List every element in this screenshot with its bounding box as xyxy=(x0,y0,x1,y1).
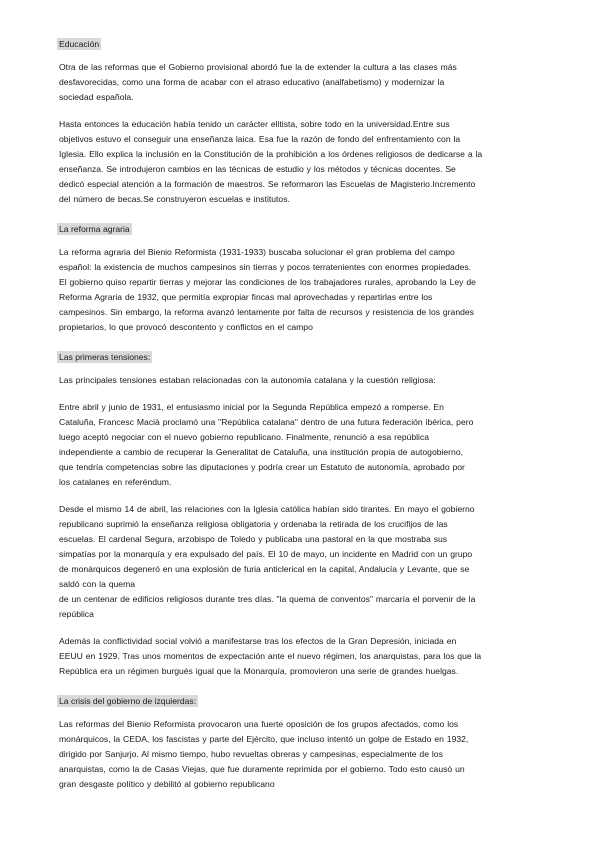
section-crisis-gobierno xyxy=(59,691,548,792)
section-heading: Las primeras tensiones: xyxy=(59,352,151,362)
paragraph: Desde el mismo 14 de abril, las relaciones con la Iglesia católica habían sido tirantes. En mayo el gobierno republicano suprimió la enseñanza religiosa obligatoria y ordenaba la retirada de los crucifijos de las escuelas. El cardenal Segura, arzobispo de Toledo y publicaba una pastoral en la que mostraba sus simpatías por la monarquía y era expulsado del país. El 10 de mayo, un incidente en Madrid con un grupo de monárquicos degeneró en una explosión de furia anticlerical en la capital, Andalucía y Levante, que se saldó con la quema de un centenar de edificios religiosos durante tres días. "la quema de conventos" marcaría el porvenir de la república xyxy=(59,504,476,619)
paragraph: Las principales tensiones estaban relacionadas con la autonomía catalana y la cuestión religiosa: xyxy=(59,375,436,385)
section-primeras-tensiones xyxy=(59,347,548,679)
paragraph: Entre abril y junio de 1931, el entusiasmo inicial por la Segunda República empezó a romperse. En Cataluña, Francesc Macià proclamó una "República catalana" dentro de una futura federación ibérica, pero luego aceptó negociar con el nuevo gobierno republicano. Finalmente, renunció a esa república independiente a cambio de recuperar la Generalitat de Cataluña, una institución propia de autogobierno, que tendría competencias sobre las diputaciones y podría crear un Estatuto de autonomía, aprobado por los catalanes en referéndum. xyxy=(59,402,474,487)
paragraph: La reforma agraria del Bienio Reformista (1931-1933) buscaba solucionar el gran problema del campo español: la existencia de muchos campesinos sin tierras y pocos terratenientes con enormes propiedades. El gobierno quiso repartir tierras y mejorar las condiciones de los trabajadores rurales, aprobando la Ley de Reforma Agraria de 1932, que permitía expropiar fincas mal aprovechadas y repartirlas entre los campesinos. Sin embargo, la reforma avanzó lentamente por falta de recursos y resistencia de los grandes propietarios, lo que provocó descontento y conflictos en el campo xyxy=(59,247,476,332)
paragraph: Las reformas del Bienio Reformista provocaron una fuerte oposición de los grupos afectados, como los monárquicos, la CEDA, los fascistas y parte del Ejército, que incluso intentó un golpe de Estado en 1932, dirigido por Sanjurjo. Al mismo tiempo, hubo revueltas obreras y campesinas, especialmente de los anarquistas, como la de Casas Viejas, que fue duramente reprimida por el gobierno. Todo esto causó un gran desgaste político y debilitó al gobierno republicano xyxy=(59,719,469,789)
section-heading: Educación xyxy=(59,39,100,49)
paragraph: Otra de las reformas que el Gobierno provisional abordó fue la de extender la cultura a las clases más desfavorecidas, como una forma de acabar con el atraso educativo (analfabetismo) y modernizar la sociedad española. xyxy=(59,62,457,102)
paragraph: Además la conflictividad social volvió a manifestarse tras los efectos de la Gran Depresión, iniciada en EEUU en 1929. Tras unos momentos de expectación ante el nuevo régimen, los anarquistas, para los que la República era un régimen burgués igual que la Monarquía, promovieron una serie de grandes huelgas. xyxy=(59,636,482,676)
section-educacion xyxy=(59,34,548,207)
section-heading: La reforma agraria xyxy=(59,224,130,234)
section-reforma-agraria xyxy=(59,219,548,335)
paragraph: Hasta entonces la educación había tenido un carácter elitista, sobre todo en la universidad.Entre sus objetivos estuvo el conseguir una enseñanza laica. Esa fue la razón de fondo del enfrentamiento con la Iglesia. Ello explica la inclusión en la Constitución de la prohibición a los órdenes religiosos de dedicarse a la enseñanza. Se introdujeron cambios en las técnicas de estudio y los métodos y técnicas docentes. Se dedicó especial atención a la formación de maestros. Se reformaron las Escuelas de Magisterio.Incremento del número de becas.Se construyeron escuelas e institutos. xyxy=(59,119,483,204)
section-heading: La crisis del gobierno de izquierdas: xyxy=(59,696,197,706)
